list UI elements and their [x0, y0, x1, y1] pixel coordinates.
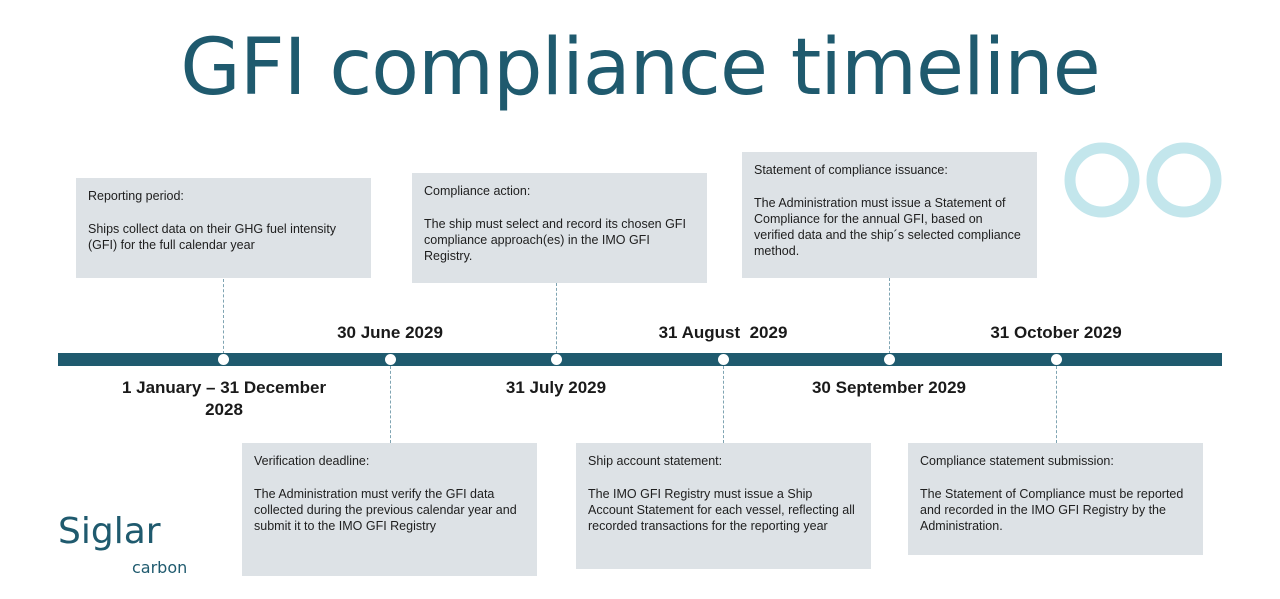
- timeline-dot: [1051, 354, 1062, 365]
- box-body: Ships collect data on their GHG fuel intensity (GFI) for the full calendar year: [88, 222, 337, 252]
- date-label-6: 31 October 2029: [990, 323, 1122, 342]
- connector-2: [390, 366, 391, 443]
- timeline-dot: [551, 354, 562, 365]
- timeline-dot: [218, 354, 229, 365]
- box-body: The ship must select and record its chosen GFI compliance approach(es) in the IMO GFI Registry.: [424, 217, 686, 263]
- connector-1: [223, 279, 224, 354]
- timeline-dot: [884, 354, 895, 365]
- connector-6: [1056, 366, 1057, 443]
- box-heading: Verification deadline:: [254, 454, 370, 468]
- timeline-bar: [58, 353, 1222, 366]
- date-label-2: 30 June 2029: [337, 323, 443, 342]
- box-heading: Reporting period:: [88, 189, 184, 203]
- siglar-carbon-logo: [58, 505, 208, 585]
- timeline-dot: [385, 354, 396, 365]
- date-label-5: 30 September 2029: [811, 378, 967, 397]
- box-heading: Ship account statement:: [588, 454, 723, 468]
- decorative-rings-icon: [1062, 142, 1226, 218]
- connector-4: [723, 366, 724, 443]
- connector-3: [556, 283, 557, 354]
- box-statement-issuance: [742, 152, 1037, 278]
- box-heading: Compliance action:: [424, 184, 531, 198]
- box-body: The IMO GFI Registry must issue a Ship Account Statement for each vessel, reflecting all recorded transactions for the reporting year: [588, 487, 855, 533]
- box-heading: Compliance statement submission:: [920, 454, 1114, 468]
- page-title: GFI compliance timeline: [180, 23, 1100, 113]
- box-reporting-period: [76, 178, 371, 278]
- date-label-4: 31 August 2029: [658, 323, 788, 342]
- box-compliance-action: [412, 173, 707, 283]
- box-heading: Statement of compliance issuance:: [754, 163, 948, 177]
- box-compliance-submission: [908, 443, 1203, 555]
- box-verification-deadline: [242, 443, 537, 576]
- box-body: The Administration must issue a Statement of Compliance for the annual GFI, based on verified data and the ship´s selected compliance method.: [754, 196, 1021, 258]
- box-body: The Statement of Compliance must be reported and recorded in the IMO GFI Registry by the Administration.: [920, 487, 1184, 533]
- timeline-dot: [718, 354, 729, 365]
- connector-5: [889, 278, 890, 354]
- logo-sub: carbon: [132, 558, 188, 577]
- box-ship-account-statement: [576, 443, 871, 569]
- logo-word: Siglar: [58, 511, 161, 552]
- date-label-3: 31 July 2029: [505, 378, 607, 397]
- date-label-1: 1 January – 31 December 2028: [121, 378, 327, 419]
- box-body: The Administration must verify the GFI data collected during the previous calendar year and submit it to the IMO GFI Registry: [254, 487, 517, 533]
